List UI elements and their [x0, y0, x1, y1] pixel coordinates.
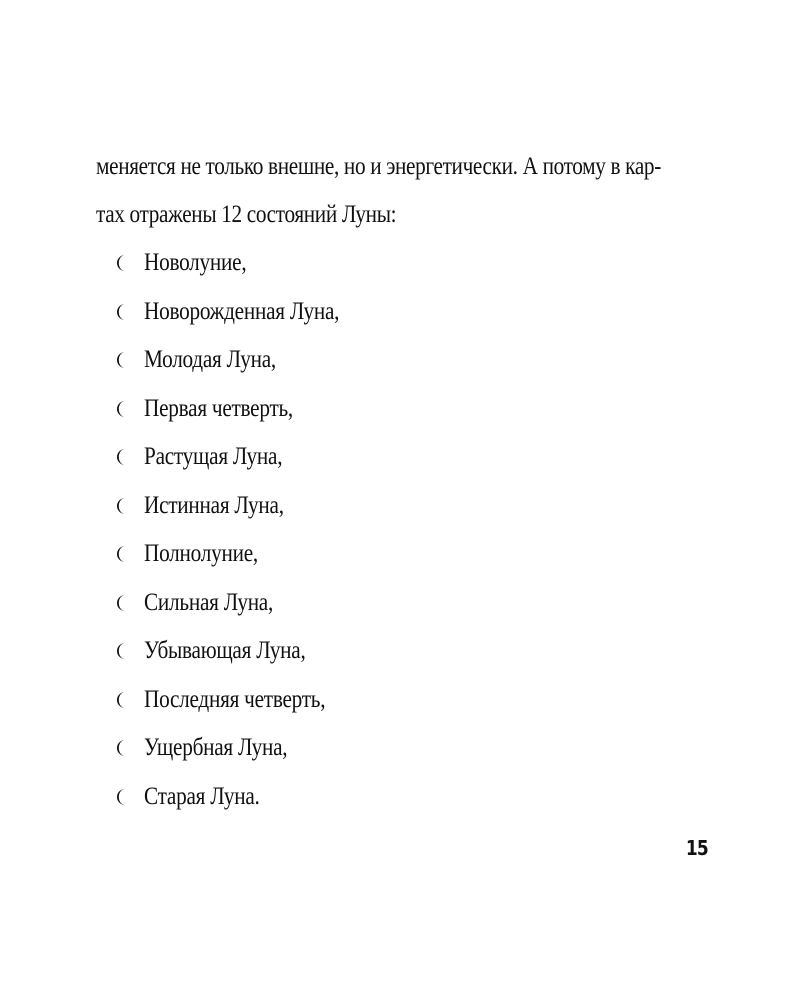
list-item: [116, 579, 374, 628]
list-item-label: Полнолуние,: [144, 540, 258, 568]
page-number: 15: [686, 836, 708, 860]
list-item: [116, 482, 374, 531]
list-item: [116, 724, 374, 773]
crescent-moon-icon: [116, 351, 128, 369]
list-item-label: Убывающая Луна,: [144, 637, 306, 665]
list-item-label: Ущербная Луна,: [144, 734, 288, 762]
list-item: [116, 336, 374, 385]
crescent-moon-icon: [116, 642, 128, 660]
crescent-moon-icon: [116, 594, 128, 612]
paragraph-line-1: меняется не только внешне, но и энергетически. А потому в кар-: [96, 153, 661, 180]
crescent-moon-icon: [116, 788, 128, 806]
list-item-label: Старая Луна.: [144, 782, 260, 810]
list-item: [116, 773, 374, 822]
list-item-label: Сильная Луна,: [144, 588, 274, 616]
list-item-label: Молодая Луна,: [144, 346, 276, 374]
moon-states-list: [116, 239, 374, 821]
list-item-label: Новолуние,: [144, 249, 247, 277]
crescent-moon-icon: [116, 739, 128, 757]
crescent-moon-icon: [116, 400, 128, 418]
crescent-moon-icon: [116, 691, 128, 709]
list-item: [116, 627, 374, 676]
list-item-label: Растущая Луна,: [144, 443, 283, 471]
list-item: [116, 433, 374, 482]
crescent-moon-icon: [116, 303, 128, 321]
list-item: [116, 385, 374, 434]
list-item-label: Первая четверть,: [144, 394, 293, 422]
crescent-moon-icon: [116, 497, 128, 515]
crescent-moon-icon: [116, 545, 128, 563]
list-item: [116, 676, 374, 725]
list-item-label: Новорожденная Луна,: [144, 297, 340, 325]
list-item: [116, 288, 374, 337]
list-item: [116, 239, 374, 288]
list-item-label: Последняя четверть,: [144, 685, 326, 713]
body-paragraph: [96, 143, 661, 239]
crescent-moon-icon: [116, 448, 128, 466]
paragraph-line-2: тах отражены 12 состояний Луны:: [96, 201, 397, 228]
list-item-label: Истинная Луна,: [144, 491, 284, 519]
crescent-moon-icon: [116, 254, 128, 272]
list-item: [116, 530, 374, 579]
